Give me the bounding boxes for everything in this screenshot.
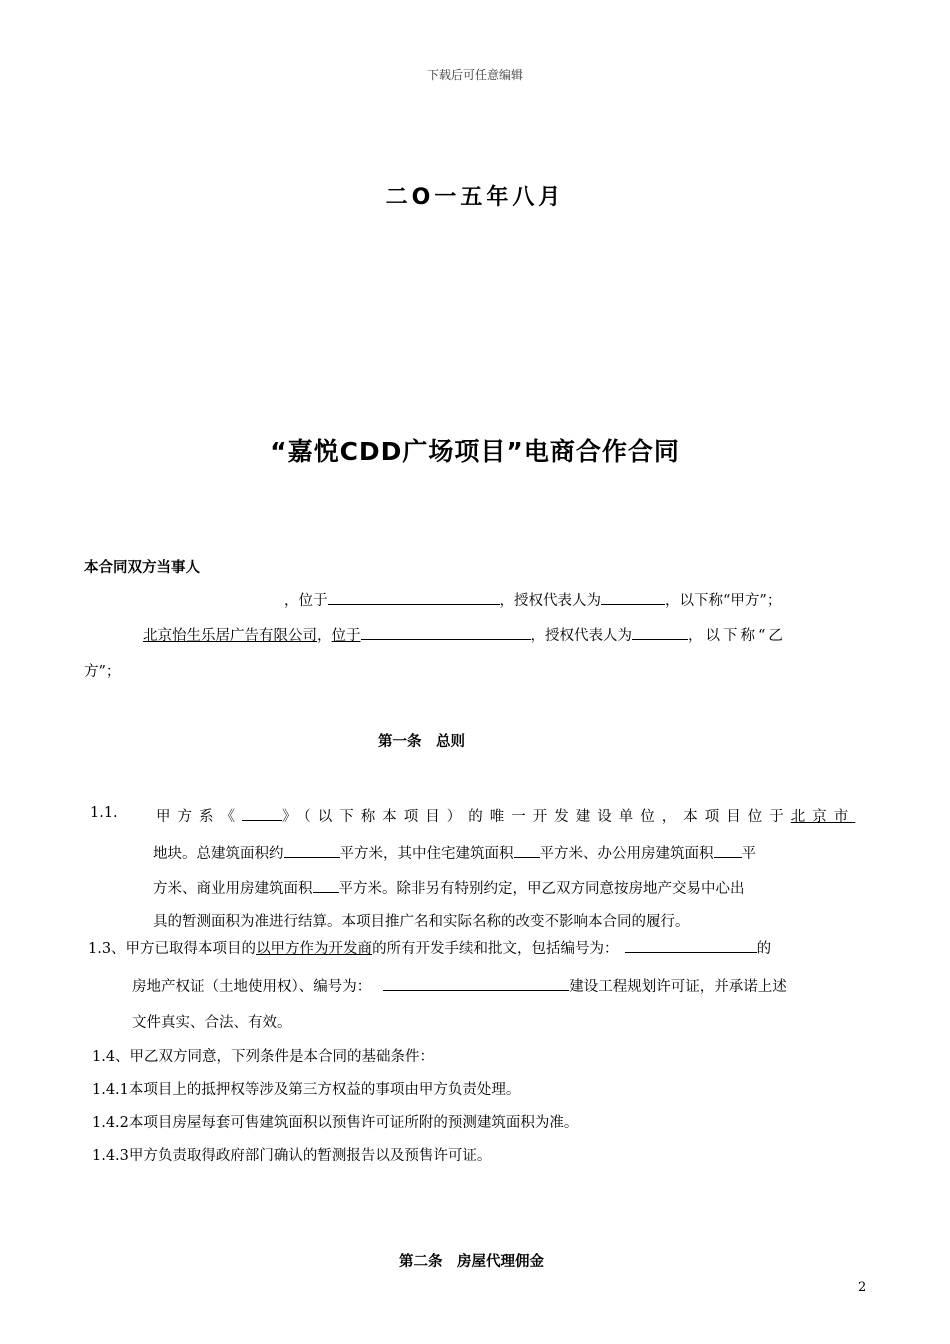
c11-l3a: 方米、商业用房建筑面积 — [153, 881, 313, 897]
party-b-tail2: 方”； — [84, 664, 121, 680]
party-a-rep-blank — [601, 590, 665, 605]
residential-area-blank — [514, 843, 540, 858]
party-b-located: 位于 — [331, 628, 361, 644]
c11-l2a: 地块。总建筑面积约 — [153, 846, 284, 862]
clause-1-3-line1 — [88, 937, 771, 958]
party-a-line — [284, 589, 781, 610]
land-cert-number-blank — [625, 938, 757, 953]
c11-l2c: 平方米、办公用房建筑面积 — [539, 846, 714, 862]
c11-l3b: 平方米。除非另有特别约定，甲乙双方同意按房地产交易中心出 — [338, 881, 745, 897]
total-area-blank — [284, 843, 340, 858]
party-a-tail: ，以下称“甲方”； — [665, 593, 782, 609]
c13-l1c: 的所有开发手续和批文，包括编号为： — [372, 941, 619, 957]
article1-heading: 第一条 总则 — [378, 734, 465, 750]
party-b-company: 北京怡生乐居广告有限公司 — [143, 628, 317, 644]
c13-l1d: 的 — [756, 941, 772, 957]
clause-1-1-line3 — [153, 877, 745, 898]
clause-1-3-line3: 文件真实、合法、有效。 — [132, 1015, 292, 1031]
party-b-comma: ， — [317, 628, 332, 644]
c11-l2d: 平 — [741, 846, 756, 862]
c11-l2b: 平方米，其中住宅建筑面积 — [339, 846, 514, 862]
party-b-line — [143, 624, 786, 645]
c13-l1b: 以甲方作为开发商 — [256, 941, 373, 957]
commercial-area-blank — [313, 878, 339, 893]
parties-heading: 本合同双方当事人 — [84, 560, 200, 576]
clause-1-4: 1.4、甲乙双方同意，下列条件是本合同的基础条件： — [92, 1049, 435, 1065]
c13-l1a: 1.3、甲方已取得本项目的 — [88, 941, 257, 957]
party-b-rep: ，授权代表人为 — [530, 628, 632, 644]
clause-1-1-line1 — [156, 805, 855, 826]
c11-l1c: 北京市 — [790, 809, 856, 825]
office-area-blank — [714, 843, 742, 858]
document-date: 二O一五年八月 — [385, 185, 565, 210]
clause-1-1-line4: 具的暂测面积为准进行结算。本项目推广名和实际名称的改变不影响本合同的履行。 — [153, 914, 690, 930]
clause-1-4-1: 1.4.1本项目上的抵押权等涉及第三方权益的事项由甲方负责处理。 — [92, 1082, 521, 1098]
clause-1-1-num: 1.1. — [90, 805, 118, 821]
clause-1-1-line2 — [153, 842, 756, 863]
c11-l1a: 甲方系《 — [156, 809, 242, 825]
article2-heading: 第二条 房屋代理佣金 — [399, 1254, 544, 1270]
c13-l2a: 房地产权证（土地使用权）、编号为： — [132, 979, 372, 995]
header-note: 下载后可任意编辑 — [426, 68, 523, 82]
page-number: 2 — [858, 1280, 867, 1295]
c11-l1b: 》（以下称本项目）的唯一开发建设单位，本项目位于 — [282, 809, 791, 825]
clause-1-3-line2 — [132, 975, 787, 996]
party-a-address-blank — [328, 590, 500, 605]
planning-permit-blank — [383, 976, 569, 991]
c13-l2b: 建设工程规划许可证，并承诺上述 — [569, 979, 787, 995]
project-name-blank — [242, 806, 282, 821]
clause-1-4-2: 1.4.2本项目房屋每套可售建筑面积以预售许可证所附的预测建筑面积为准。 — [92, 1115, 579, 1131]
contract-title: “嘉悦CDD广场项目”电商合作合同 — [270, 437, 680, 466]
party-a-located: ，位于 — [284, 593, 328, 609]
party-b-rep-blank — [632, 625, 688, 640]
clause-1-4-3: 1.4.3甲方负责取得政府部门确认的暂测报告以及预售许可证。 — [92, 1148, 492, 1164]
party-b-tail: ，以下称“乙 — [688, 628, 786, 644]
party-a-rep: ，授权代表人为 — [499, 593, 601, 609]
party-b-address-blank — [361, 625, 531, 640]
